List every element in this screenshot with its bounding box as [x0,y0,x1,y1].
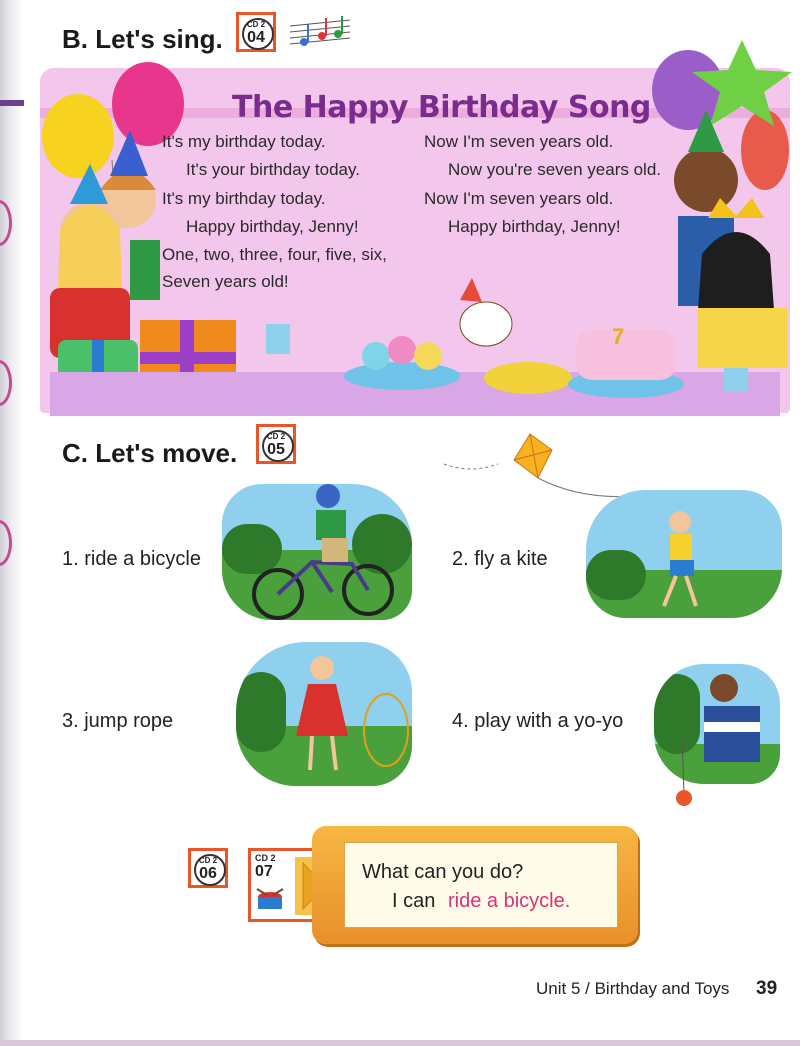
lyric-line: It's my birthday today. [162,132,326,151]
dialog-answer-highlight: ride a bicycle. [448,890,571,912]
activity-label: 3. jump rope [62,710,174,732]
cup [266,324,290,354]
lyric-line: It's your birthday today. [186,160,360,179]
cd-label: CD 2 [198,856,218,865]
dialog-question: What can you do? [362,861,524,883]
unit-footer: Unit 5 / Birthday and Toys [536,979,730,998]
lyric-line: Now you're seven years old. [448,160,662,179]
lyric-line: Now I'm seven years old. [424,132,614,151]
song-title: The Happy Birthday Song [232,90,651,125]
cd-number: 06 [199,865,217,882]
dialog-answer-prefix: I can [392,890,436,912]
balloon-yellow [42,94,114,178]
section-b-title: B. Let's sing. [62,24,223,54]
dialog-text-area [344,842,618,928]
section-c-title: C. Let's move. [62,438,238,468]
lyric-line: Happy birthday, Jenny! [448,217,621,236]
plate-stack [484,362,572,394]
lyric-line: It's my birthday today. [162,189,326,208]
cd-label: CD 2 [266,432,286,441]
page-bottom-rule [0,1040,800,1046]
activity-label: 1. ride a bicycle [62,548,201,570]
lyric-line: One, two, three, four, five, six, [162,245,387,264]
jump-rope-scene [236,642,412,786]
cd-label: CD 2 [246,20,266,29]
cd-number: 04 [247,29,265,46]
cd-track-05-button[interactable] [256,424,296,464]
yo-yo-icon [670,740,700,810]
svg-text:7: 7 [612,324,625,349]
lyric-line: Now I'm seven years old. [424,189,614,208]
balloon-red [741,110,789,190]
cd-number: 05 [267,441,285,458]
fly-kite-scene [586,490,782,618]
lyric-line: Happy birthday, Jenny! [186,217,359,236]
cd-label: CD 2 [255,853,276,863]
birthday-cake [576,330,676,380]
drum-icon [255,887,285,917]
cd-number: 07 [255,863,273,880]
ride-bicycle-scene [222,484,412,620]
activity-label: 4. play with a yo-yo [452,710,624,732]
binding-tab [0,100,24,106]
activity-label: 2. fly a kite [452,548,548,570]
lyric-line: Seven years old! [162,272,289,291]
cd-track-06-button[interactable] [188,848,228,888]
page-number: 39 [756,978,778,999]
